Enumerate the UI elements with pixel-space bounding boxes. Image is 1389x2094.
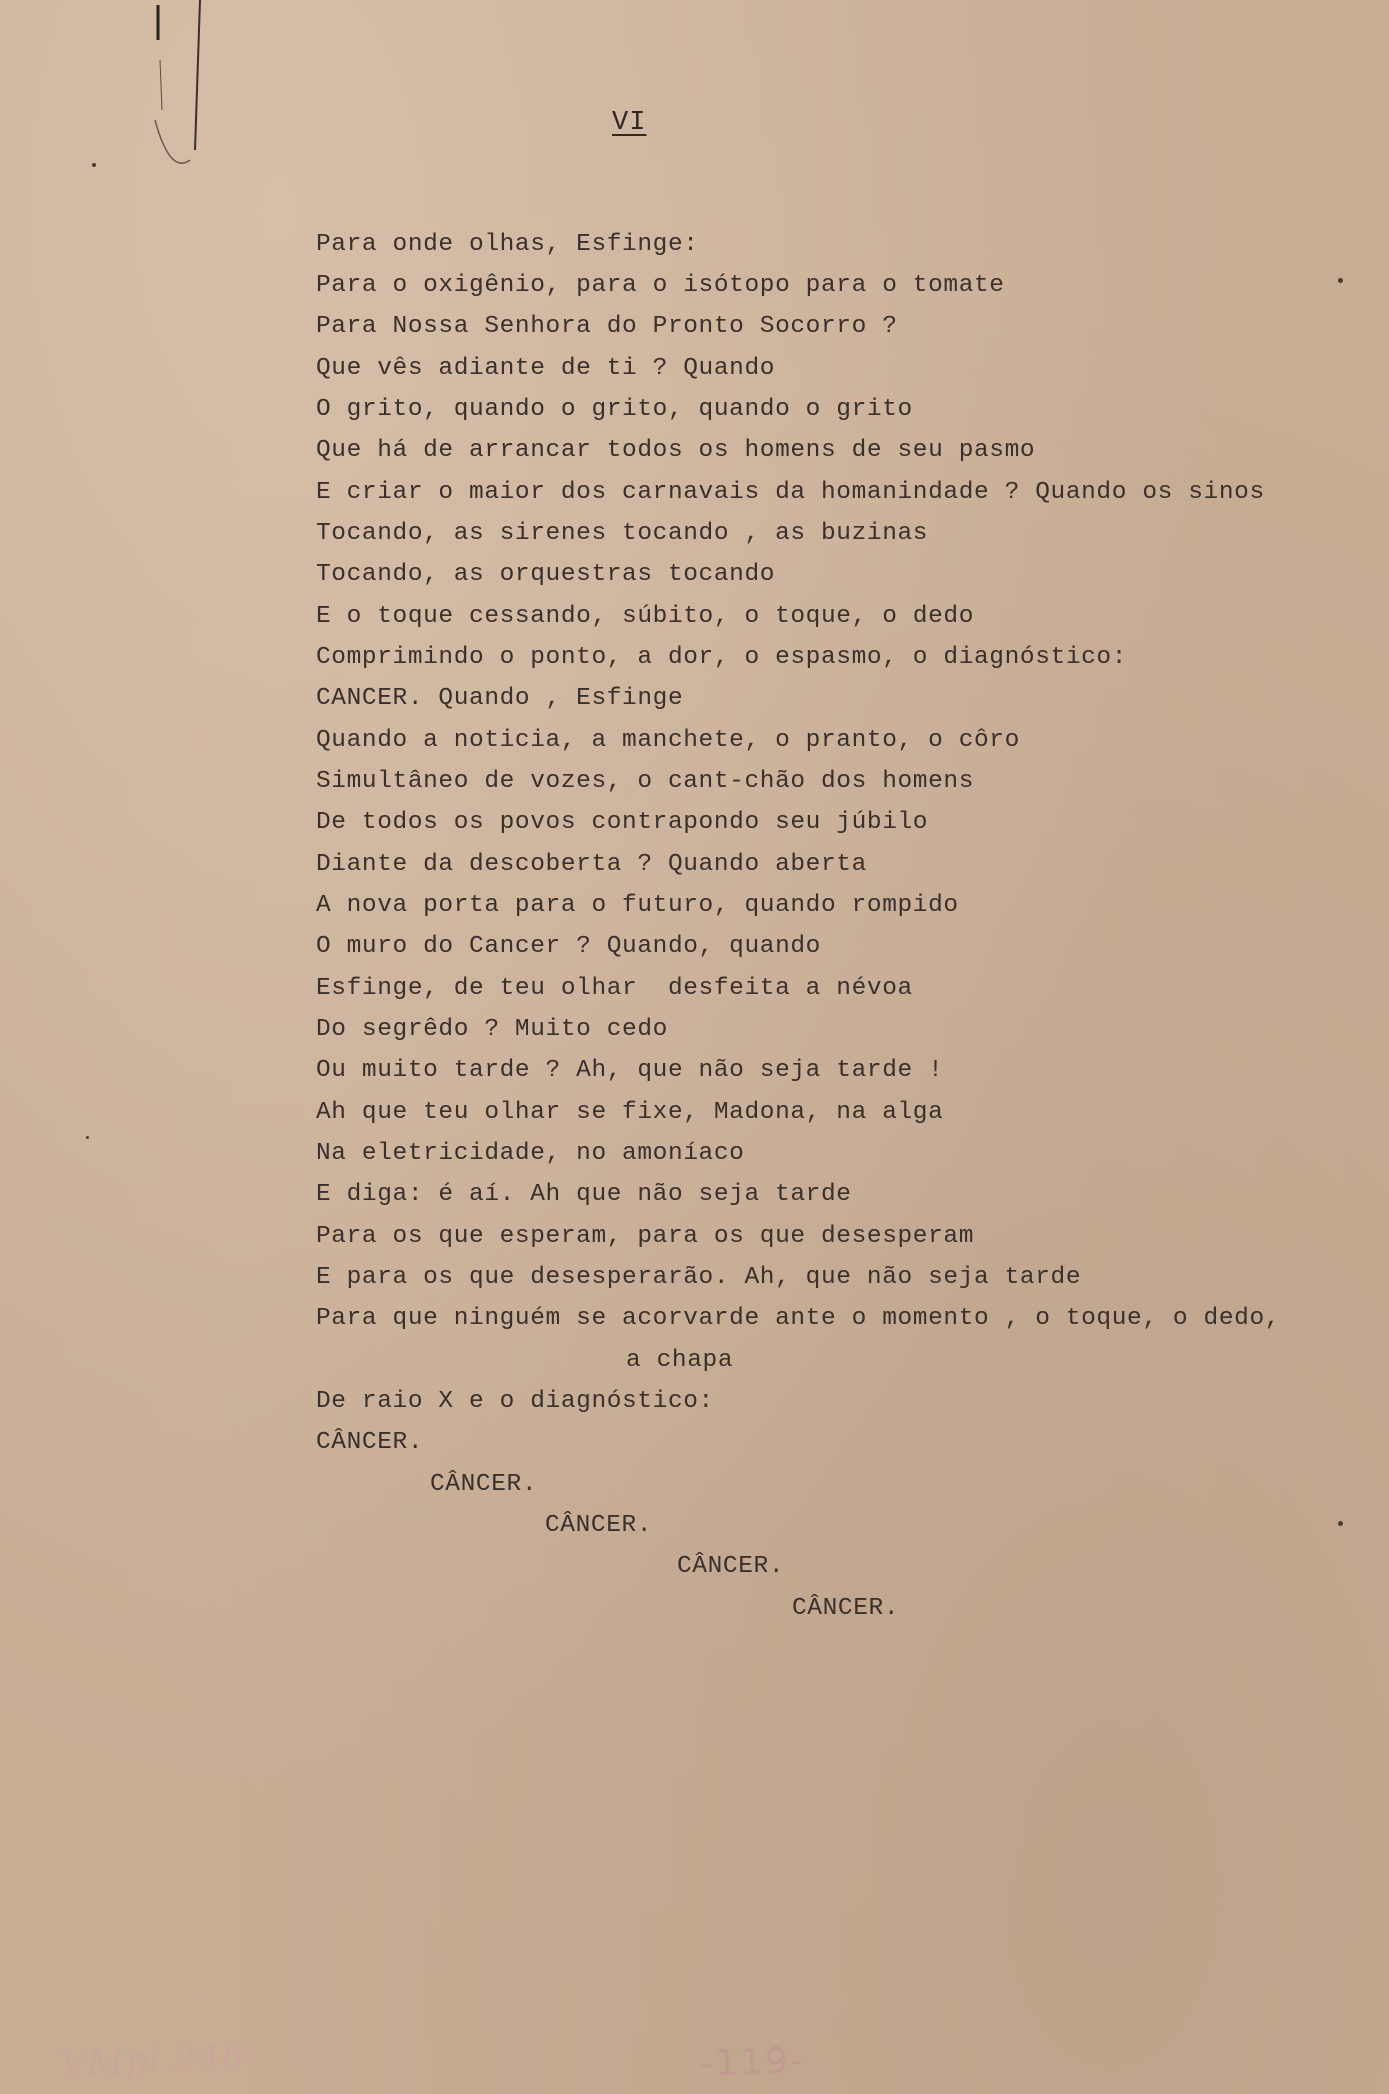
poem-line: Para onde olhas, Esfinge: xyxy=(316,231,699,258)
page-number: -119- xyxy=(699,2040,806,2085)
cancer-line: CÂNCER. xyxy=(545,1512,653,1539)
cancer-line: CÂNCER. xyxy=(316,1429,424,1456)
poem-line: E o toque cessando, súbito, o toque, o dedo xyxy=(316,603,975,630)
poem-line: O grito, quando o grito, quando o grito xyxy=(316,396,913,423)
poem-line: A nova porta para o futuro, quando rompido xyxy=(316,892,959,919)
archive-mark: VMpi 248 xyxy=(59,2035,247,2086)
cancer-line: CÂNCER. xyxy=(677,1553,785,1580)
poem-line: Simultâneo de vozes, o cant-chão dos homens xyxy=(316,768,975,795)
poem-line: Esfinge, de teu olhar desfeita a névoa xyxy=(316,975,913,1002)
poem-line: Para os que esperam, para os que desesperam xyxy=(316,1223,975,1250)
poem-line: Do segrêdo ? Muito cedo xyxy=(316,1016,668,1043)
poem-line: E criar o maior dos carnavais da homanindade ? Quando os sinos xyxy=(316,479,1265,506)
poem-line: Para o oxigênio, para o isótopo para o tomate xyxy=(316,272,1005,299)
poem-line: Que vês adiante de ti ? Quando xyxy=(316,355,776,382)
cancer-line: CÂNCER. xyxy=(430,1471,538,1498)
poem-line: CANCER. Quando , Esfinge xyxy=(316,685,684,712)
poem-line: De todos os povos contrapondo seu júbilo xyxy=(316,809,929,836)
poem-line: Quando a noticia, a manchete, o pranto, o côro xyxy=(316,727,1020,754)
cancer-line: CÂNCER. xyxy=(792,1595,900,1622)
staple-mark xyxy=(150,0,210,170)
poem-line: Para Nossa Senhora do Pronto Socorro ? xyxy=(316,313,898,340)
poem-line: Ou muito tarde ? Ah, que não seja tarde ! xyxy=(316,1057,944,1084)
poem-line: Diante da descoberta ? Quando aberta xyxy=(316,851,867,878)
poem-line: De raio X e o diagnóstico: xyxy=(316,1388,714,1415)
paper-speck xyxy=(86,1136,89,1139)
paper-speck xyxy=(92,163,96,167)
poem-line: Que há de arrancar todos os homens de seu pasmo xyxy=(316,437,1036,464)
paper-speck xyxy=(1338,1521,1343,1526)
paper-speck xyxy=(1338,278,1343,283)
poem-line: O muro do Cancer ? Quando, quando xyxy=(316,933,821,960)
poem-line: Ah que teu olhar se fixe, Madona, na alga xyxy=(316,1099,944,1126)
poem-line: a chapa xyxy=(626,1347,734,1374)
poem-line: Na eletricidade, no amoníaco xyxy=(316,1140,745,1167)
poem-line: Tocando, as orquestras tocando xyxy=(316,561,776,588)
poem-line: Comprimindo o ponto, a dor, o espasmo, o diagnóstico: xyxy=(316,644,1128,671)
poem-line: E diga: é aí. Ah que não seja tarde xyxy=(316,1181,852,1208)
poem-line: Para que ninguém se acorvarde ante o momento , o toque, o dedo, xyxy=(316,1305,1281,1332)
poem-line: E para os que desesperarão. Ah, que não seja tarde xyxy=(316,1264,1082,1291)
poem-line: Tocando, as sirenes tocando , as buzinas xyxy=(316,520,929,547)
section-title: VI xyxy=(612,108,647,138)
